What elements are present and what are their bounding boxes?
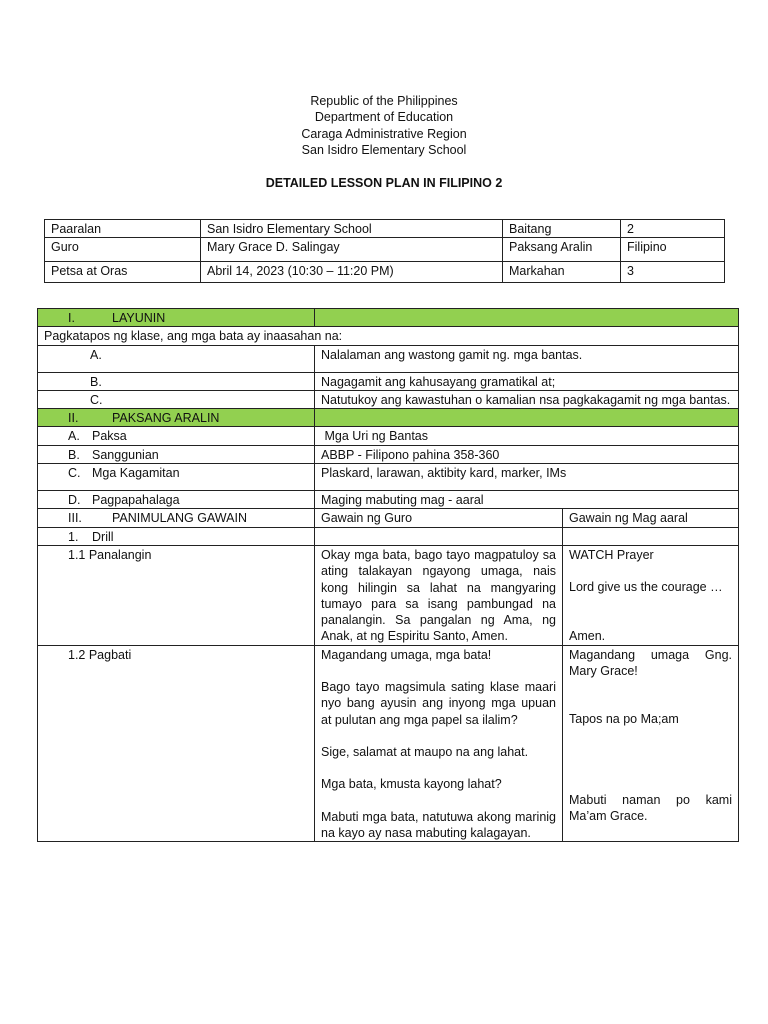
section-panimulang-header [38, 509, 739, 527]
pagbati-mag-line3: Mabuti naman po kami Ma’am Grace. [569, 792, 732, 823]
pagbati-mag-line1: Magandang umaga Gng. Mary Grace! [569, 647, 732, 679]
document-header [0, 93, 768, 158]
layunin-row-b [38, 372, 739, 390]
layunin-text-b: Nagagamit ang kahusayang gramatikal at; [315, 372, 739, 390]
info-value-paksang-aralin: Filipino [621, 238, 725, 262]
panalangin-mag-line3: Amen. [569, 628, 606, 643]
document-title: DETAILED LESSON PLAN IN FILIPINO 2 [265, 176, 503, 190]
layunin-text-c: Natutukoy ang kawastuhan o kamalian nsa pagkakagamit ng mga bantas. [315, 390, 739, 408]
header-department: Department of Education [314, 110, 454, 125]
info-value-baitang: 2 [621, 220, 725, 238]
pagpapahalaga-label: D. Pagpapahalaga [38, 491, 315, 509]
sanggunian-row [38, 445, 739, 463]
info-label-markahan: Markahan [503, 262, 621, 283]
section-paksang-aralin-header [38, 409, 739, 427]
layunin-label-a: A. [38, 345, 315, 372]
info-row-petsa [45, 262, 725, 283]
info-label-baitang: Baitang [503, 220, 621, 238]
info-value-paaralan: San Isidro Elementary School [201, 220, 503, 238]
info-table [44, 219, 725, 283]
pagbati-mag-cell [563, 645, 739, 841]
lesson-plan-table [37, 308, 739, 842]
section-paksang-aralin-blank [315, 409, 739, 427]
pagpapahalaga-value: Maging mabuting mag - aaral [315, 491, 739, 509]
layunin-text-a: Nalalaman ang wastong gamit ng. mga bantas. [315, 345, 739, 372]
layunin-row-c [38, 390, 739, 408]
pagbati-guro-line3: Sige, salamat at maupo na ang lahat. [321, 744, 529, 759]
drill-label: 1. Drill [38, 527, 315, 545]
info-label-paaralan: Paaralan [45, 220, 201, 238]
drill-row [38, 527, 739, 545]
pagbati-guro-line5: Mabuti mga bata, natutuwa akong marinig na kayo ay nasa mabuting kalagayan. [321, 809, 556, 840]
info-value-markahan: 3 [621, 262, 725, 283]
panalangin-mag-line1: WATCH Prayer [569, 547, 654, 562]
layunin-label-b: B. [38, 372, 315, 390]
paksa-row [38, 427, 739, 445]
header-republic: Republic of the Philippines [310, 94, 458, 108]
pagbati-row [38, 645, 739, 841]
pagbati-guro-cell [315, 645, 563, 841]
section-layunin-title: I. LAYUNIN [38, 309, 315, 327]
section-layunin-blank [315, 309, 739, 327]
info-row-paaralan [45, 220, 725, 238]
kagamitan-value: Plaskard, larawan, aktibity kard, marker, IMs [315, 464, 739, 491]
sanggunian-label: B. Sanggunian [38, 445, 315, 463]
info-label-paksang-aralin: Paksang Aralin [503, 238, 621, 262]
paksa-label: A. Paksa [38, 427, 315, 445]
panalangin-guro-text: Okay mga bata, bago tayo magpatuloy sa ating talakayan ngayong umaga, nais kong hilingin sa lahat na mangyaring tumayo para sa isang pambungad na panalangin. Sa pangalan ng Ama, ng Anak, at ng Espiritu Santo, Amen. [315, 545, 563, 645]
section-paksang-aralin-title: II. PAKSANG ARALIN [38, 409, 315, 427]
panalangin-mag-cell [563, 545, 739, 645]
column-gawain-mag-aaral: Gawain ng Mag aaral [563, 509, 739, 527]
header-school: San Isidro Elementary School [301, 142, 467, 157]
drill-guro-cell [315, 527, 563, 545]
panalangin-row [38, 545, 739, 645]
pagbati-guro-line2: Bago tayo magsimula sating klase maari nyo bang ayusin ang inyong mga upuan at pulutan ang mga papel sa ilalim? [321, 680, 556, 727]
panalangin-mag-line2: Lord give us the courage … [569, 580, 723, 595]
layunin-intro-row [38, 327, 739, 345]
info-row-guro [45, 238, 725, 262]
pagbati-guro-line4: Mga bata, kmusta kayong lahat? [321, 777, 502, 792]
sanggunian-value: ABBP - Filipono pahina 358-360 [315, 445, 739, 463]
info-label-guro: Guro [45, 238, 201, 262]
kagamitan-label: C. Mga Kagamitan [38, 464, 315, 491]
section-panimulang-title: III. PANIMULANG GAWAIN [38, 509, 315, 527]
pagbati-guro-line1: Magandang umaga, mga bata! [321, 647, 492, 662]
paksa-value: Mga Uri ng Bantas [315, 427, 739, 445]
pagbati-mag-line2: Tapos na po Ma;am [569, 712, 679, 727]
pagpapahalaga-row [38, 491, 739, 509]
panalangin-label: 1.1 Panalangin [38, 545, 315, 645]
kagamitan-row [38, 464, 739, 491]
pagbati-label: 1.2 Pagbati [38, 645, 315, 841]
layunin-intro: Pagkatapos ng klase, ang mga bata ay inaasahan na: [38, 327, 739, 345]
drill-mag-cell [563, 527, 739, 545]
header-region: Caraga Administrative Region [301, 126, 467, 141]
section-layunin-header [38, 309, 739, 327]
layunin-label-c: C. [38, 390, 315, 408]
info-value-petsa: Abril 14, 2023 (10:30 – 11:20 PM) [201, 262, 503, 283]
info-value-guro: Mary Grace D. Salingay [201, 238, 503, 262]
layunin-row-a [38, 345, 739, 372]
info-label-petsa: Petsa at Oras [45, 262, 201, 283]
column-gawain-guro: Gawain ng Guro [315, 509, 563, 527]
